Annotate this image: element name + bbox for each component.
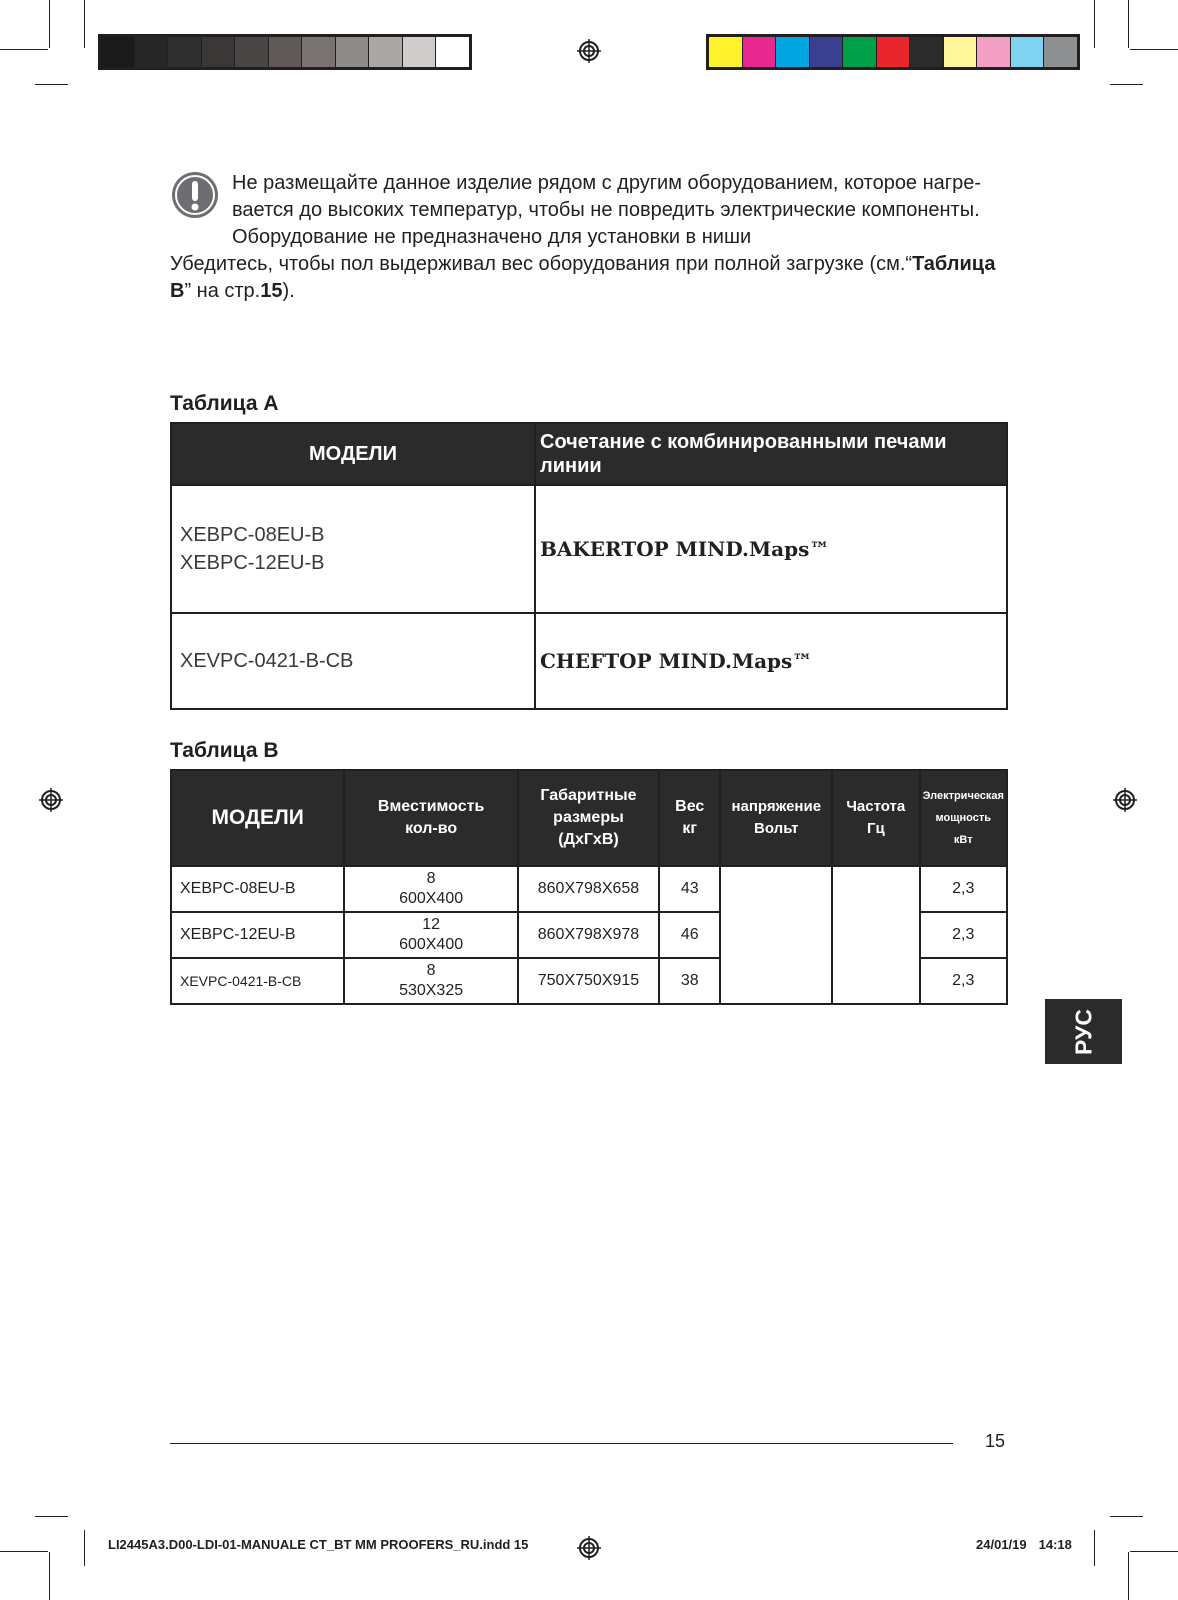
header-line: Вольт bbox=[754, 820, 799, 837]
registration-mark-icon bbox=[39, 788, 63, 812]
color-swatch bbox=[843, 37, 877, 67]
paragraph-text: ). bbox=[282, 280, 295, 302]
grayscale-color-bar bbox=[98, 34, 472, 70]
crop-mark bbox=[1110, 84, 1143, 85]
header-line: кг bbox=[682, 820, 698, 837]
color-swatch bbox=[336, 37, 370, 67]
table-cell-capacity bbox=[344, 912, 518, 958]
capacity-size: 600X400 bbox=[399, 936, 464, 953]
color-swatch bbox=[709, 37, 743, 67]
crop-mark bbox=[1128, 0, 1129, 48]
color-swatch bbox=[1011, 37, 1045, 67]
table-a bbox=[170, 422, 1008, 710]
floor-load-paragraph bbox=[170, 251, 1010, 305]
table-b-caption: Таблица В bbox=[170, 739, 279, 762]
table-cell-weight: 38 bbox=[659, 958, 720, 1004]
table-header-cell bbox=[518, 770, 659, 866]
header-line: размеры bbox=[553, 809, 624, 826]
page-number: 15 bbox=[985, 1431, 1006, 1451]
crop-mark bbox=[84, 1530, 85, 1566]
table-header-cell bbox=[344, 770, 518, 866]
table-header-cell bbox=[659, 770, 720, 866]
color-swatch bbox=[101, 37, 135, 67]
header-line: напряжение bbox=[731, 798, 822, 815]
table-row bbox=[171, 485, 1007, 613]
table-cell-power: 2,3 bbox=[920, 866, 1007, 912]
header-line: Вместимость bbox=[377, 798, 485, 815]
table-cell-model: XEBPC-08EU-B bbox=[171, 866, 344, 912]
table-cell-dimensions: 750X750X915 bbox=[518, 958, 659, 1004]
table-cell-model: XEVPC-0421-B-CB bbox=[171, 958, 344, 1004]
table-cell-dimensions: 860X798X658 bbox=[518, 866, 659, 912]
capacity-count: 12 bbox=[422, 916, 440, 933]
table-header-cell: Сочетание с комбинированными печами линии bbox=[535, 423, 1007, 485]
slug-datetime bbox=[976, 1537, 1072, 1552]
table-cell-voltage bbox=[720, 866, 832, 1004]
slug-date: 24/01/19 bbox=[976, 1537, 1027, 1552]
table-header-cell bbox=[720, 770, 832, 866]
color-swatch bbox=[743, 37, 777, 67]
color-swatch bbox=[436, 37, 469, 67]
header-line: Электрическая bbox=[922, 790, 1004, 802]
crop-mark bbox=[0, 49, 48, 50]
crop-mark bbox=[0, 1551, 48, 1552]
header-line: Вес bbox=[675, 798, 705, 815]
table-b bbox=[170, 769, 1008, 1005]
capacity-count: 8 bbox=[426, 962, 436, 979]
color-swatch bbox=[202, 37, 236, 67]
crop-mark bbox=[1128, 1552, 1129, 1600]
color-swatch bbox=[977, 37, 1011, 67]
paragraph-table-ref: Таблица В bbox=[170, 253, 996, 302]
table-header-cell: МОДЕЛИ bbox=[171, 423, 535, 485]
color-swatch bbox=[776, 37, 810, 67]
header-line: Частота bbox=[846, 798, 906, 815]
paragraph-page-ref: 15 bbox=[260, 280, 283, 302]
color-swatch bbox=[269, 37, 303, 67]
footer-rule bbox=[170, 1443, 953, 1444]
crop-mark bbox=[84, 0, 85, 48]
crop-mark bbox=[35, 1516, 68, 1517]
table-header-cell bbox=[920, 770, 1007, 866]
table-cell-weight: 46 bbox=[659, 912, 720, 958]
table-cell-frequency bbox=[832, 866, 919, 1004]
crop-mark bbox=[49, 0, 50, 48]
table-cell-capacity bbox=[344, 866, 518, 912]
model-code: XEBPC-12EU-B bbox=[180, 552, 325, 574]
crop-mark bbox=[1130, 49, 1178, 50]
header-line: мощность bbox=[935, 812, 992, 824]
color-swatch bbox=[910, 37, 944, 67]
table-cell-power: 2,3 bbox=[920, 912, 1007, 958]
model-code: XEBPC-08EU-B bbox=[180, 524, 325, 546]
process-color-bar bbox=[706, 34, 1080, 70]
table-header-cell: МОДЕЛИ bbox=[171, 770, 344, 866]
color-swatch bbox=[403, 37, 437, 67]
table-row bbox=[171, 866, 1007, 912]
table-cell-combination: CHEFTOP MIND.Maps™ bbox=[535, 613, 1007, 709]
crop-mark bbox=[35, 84, 68, 85]
table-cell-model: XEBPC-12EU-B bbox=[171, 912, 344, 958]
header-line: (ДхГхВ) bbox=[558, 831, 619, 848]
language-tab-label: РУС bbox=[1070, 1008, 1096, 1055]
table-cell-combination: BAKERTOP MIND.Maps™ bbox=[535, 485, 1007, 613]
slug-time: 14:18 bbox=[1038, 1537, 1072, 1552]
language-tab bbox=[1045, 999, 1122, 1064]
color-swatch bbox=[944, 37, 978, 67]
color-swatch bbox=[168, 37, 202, 67]
color-swatch bbox=[877, 37, 911, 67]
crop-mark bbox=[49, 1552, 50, 1600]
header-line: кол-во bbox=[405, 820, 458, 837]
capacity-size: 600X400 bbox=[399, 890, 464, 907]
header-line: Гц bbox=[866, 820, 885, 837]
color-swatch bbox=[369, 37, 403, 67]
table-cell-power: 2,3 bbox=[920, 958, 1007, 1004]
color-swatch bbox=[302, 37, 336, 67]
crop-mark bbox=[1094, 0, 1095, 48]
registration-mark-icon bbox=[1113, 788, 1137, 812]
table-cell-capacity bbox=[344, 958, 518, 1004]
registration-mark-icon bbox=[577, 1536, 601, 1560]
header-line: Габаритные bbox=[540, 787, 637, 804]
table-header-cell bbox=[832, 770, 919, 866]
color-swatch bbox=[235, 37, 269, 67]
table-cell-models bbox=[171, 613, 535, 709]
color-swatch bbox=[135, 37, 169, 67]
table-a-caption: Таблица А bbox=[170, 392, 279, 415]
paragraph-text: Убедитесь, чтобы пол выдерживал вес оборудования при полной загрузке (см.“ bbox=[170, 253, 913, 275]
table-cell-models bbox=[171, 485, 535, 613]
crop-mark bbox=[1130, 1551, 1178, 1552]
color-swatch bbox=[810, 37, 844, 67]
capacity-count: 8 bbox=[426, 870, 436, 887]
model-code: XEVPC-0421-B-CB bbox=[180, 650, 354, 672]
crop-mark bbox=[1094, 1530, 1095, 1566]
capacity-size: 530X325 bbox=[399, 982, 464, 999]
table-cell-weight: 43 bbox=[659, 866, 720, 912]
header-line: кВт bbox=[953, 834, 973, 846]
slug-filename: LI2445A3.D00-LDI-01-MANUALE CT_BT MM PROOFERS_RU.indd 15 bbox=[108, 1537, 529, 1552]
table-row bbox=[171, 613, 1007, 709]
registration-mark-icon bbox=[577, 39, 601, 63]
paragraph-text: ” на стр. bbox=[184, 280, 261, 302]
warning-notice-text: Не размещайте данное изделие рядом с другим оборудованием, которое нагре-вается до высоких температур, чтобы не повредить электрические компоненты. Оборудование не предназначено для установки в ниши bbox=[232, 172, 981, 248]
table-cell-dimensions: 860X798X978 bbox=[518, 912, 659, 958]
exclamation-circle-icon bbox=[170, 170, 220, 220]
crop-mark bbox=[1110, 1516, 1143, 1517]
color-swatch bbox=[1044, 37, 1077, 67]
